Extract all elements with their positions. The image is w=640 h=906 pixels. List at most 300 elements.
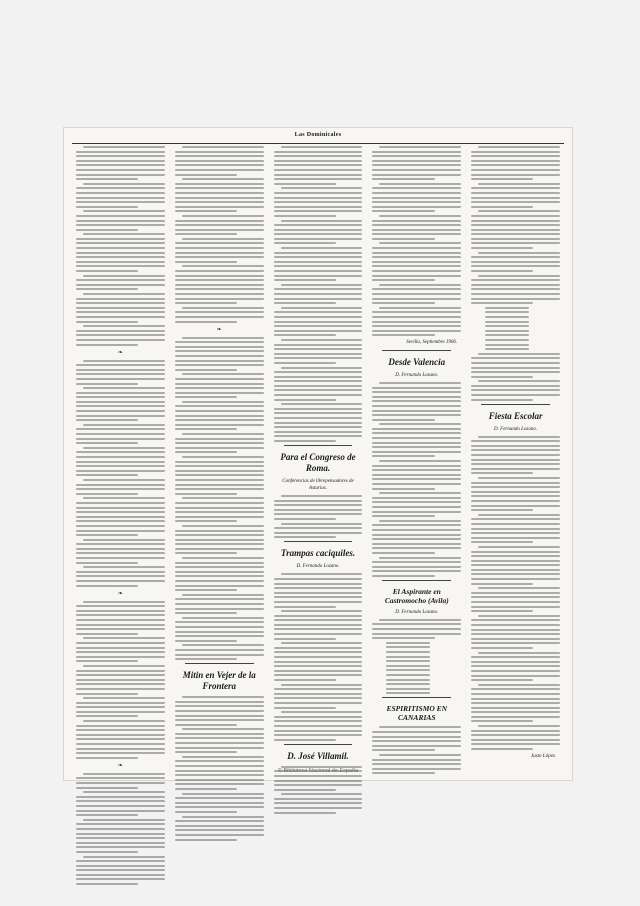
text-line [372,534,461,536]
text-line [281,284,363,286]
divider [185,663,254,664]
text-line [274,697,363,699]
text-line [471,206,533,208]
text-line [76,842,165,844]
text-line [76,410,165,412]
text-line [471,716,560,718]
text-line [175,779,264,781]
text-line [175,507,264,509]
text-line [471,229,560,231]
text-paragraph [274,284,363,304]
text-line [175,654,264,656]
text-line [471,440,560,442]
text-paragraph [471,684,560,723]
text-line [471,670,560,672]
text-line [471,220,560,222]
text-line [175,383,264,385]
text-line [471,169,560,171]
text-line [175,548,264,550]
article-heading: Trampas caciquiles. [280,548,356,559]
text-paragraph [76,293,165,323]
text-paragraph [372,215,461,240]
text-line [274,716,363,718]
text-line [372,288,461,290]
text-line [372,178,434,180]
text-line [175,834,264,836]
text-paragraph [175,456,264,495]
text-line [274,527,363,529]
text-line [274,784,363,786]
article-subheading: D. Fernando Lozano. [395,372,439,378]
text-line [175,585,264,587]
text-paragraph [76,479,165,495]
text-line [471,711,560,713]
text-line [471,675,560,677]
text-line [76,470,165,472]
text-line [182,238,264,240]
text-line [274,606,336,608]
text-line [478,210,560,212]
text-line [76,302,165,304]
text-line [372,561,461,563]
text-line [471,357,560,359]
text-line [386,683,430,685]
text-line [76,865,165,867]
text-line [274,293,363,295]
text-line [274,422,363,424]
text-line [76,633,138,635]
text-paragraph [76,360,165,385]
text-line [76,860,165,862]
text-line [471,367,560,369]
text-line [175,566,264,568]
text-line [274,789,336,791]
text-line [281,573,363,575]
text-line [76,334,165,336]
text-line [471,187,560,189]
text-line [76,242,165,244]
text-line [175,247,264,249]
column-4 [372,146,461,758]
text-line [274,242,336,244]
text-line [274,302,336,304]
text-line [372,302,434,304]
text-line [76,805,165,807]
text-line [76,525,165,527]
text-line [471,160,560,162]
text-line [76,557,165,559]
text-line [274,265,363,267]
text-line [281,793,363,795]
text-line [175,160,264,162]
text-line [372,396,461,398]
text-line [372,169,461,171]
text-line [372,275,461,277]
text-paragraph [76,497,165,536]
text-line [182,265,264,267]
text-paragraph [372,492,461,517]
text-line [175,511,264,513]
text-line [281,367,363,369]
text-line [485,307,529,309]
text-paragraph [175,728,264,753]
text-paragraph [76,387,165,421]
text-paragraph [471,725,560,750]
article-subheading: Conferencias de librepensadores de Asturias. [282,479,354,491]
text-line [478,183,560,185]
text-line [76,674,165,676]
text-line [281,403,363,405]
text-line [471,693,560,695]
text-line [76,456,165,458]
text-line [76,777,165,779]
text-line [471,288,560,290]
text-paragraph [372,307,461,337]
text-line [274,408,363,410]
text-paragraph [372,284,461,304]
text-paragraph [175,401,264,431]
text-line [76,660,138,662]
text-line [76,562,138,564]
text-line [471,482,560,484]
text-paragraph [175,816,264,841]
text-line [182,401,264,403]
text-line [76,711,165,713]
text-line [372,740,461,742]
text-line [175,742,264,744]
text-line [372,428,461,430]
text-line [175,220,264,222]
text-line [175,493,237,495]
text-line [471,454,560,456]
text-paragraph [175,433,264,453]
text-line [372,437,461,439]
text-line [471,537,560,539]
text-line [274,615,363,617]
text-line [471,385,560,387]
text-line [372,501,461,503]
text-line [471,238,560,240]
text-line [372,298,461,300]
text-line [76,702,165,704]
text-line [274,665,363,667]
text-line [485,321,529,323]
text-paragraph [76,275,165,291]
text-line [281,339,363,341]
text-line [175,479,264,481]
text-line [175,705,264,707]
text-line [471,371,560,373]
text-line [76,516,165,518]
text-line [76,405,165,407]
text-line [175,539,264,541]
text-line [471,569,560,571]
text-paragraph [76,447,165,477]
text-line [379,183,461,185]
text-line [372,575,434,577]
text-line [471,201,560,203]
text-line [76,265,165,267]
text-line [372,405,461,407]
text-line [386,692,430,694]
text-line [372,478,461,480]
text-line [471,233,560,235]
text-line [471,192,560,194]
text-line [372,325,461,327]
text-line [379,215,461,217]
text-line [274,587,363,589]
text-line [76,585,138,587]
text-line [76,339,165,341]
text-line [372,570,461,572]
text-line [76,261,165,263]
text-line [379,520,461,522]
text-line [76,787,138,789]
text-paragraph [372,146,461,180]
text-line [76,683,165,685]
text-line [274,688,363,690]
text-line [471,270,533,272]
text-paragraph [175,265,264,304]
text-line [175,183,264,185]
text-line [175,820,264,822]
text-line [76,520,165,522]
text-line [386,665,430,667]
text-line [175,252,264,254]
text-paragraph [372,520,461,554]
text-paragraph [76,233,165,272]
text-line [379,307,461,309]
text-line [379,382,461,384]
text-paragraph [471,615,560,649]
text-line [386,646,430,648]
text-line [76,206,138,208]
text-line [274,647,363,649]
text-paragraph [274,247,363,281]
text-line [175,774,264,776]
text-paragraph [471,546,560,585]
text-line [175,658,237,660]
text-line [471,362,560,364]
text-line [175,164,264,166]
text-line [471,702,560,704]
text-line [274,270,363,272]
text-paragraph [76,325,165,345]
text-line [182,617,264,619]
text-line [175,612,237,614]
text-line [471,734,560,736]
text-paragraph [274,403,363,442]
text-line [175,765,264,767]
text-line [76,800,165,802]
text-line [274,334,336,336]
text-line [471,472,533,474]
text-line [76,734,165,736]
text-line [76,679,165,681]
text-line [83,447,165,449]
text-line [274,440,336,442]
text-line [372,410,461,412]
text-line [471,491,560,493]
text-line [175,396,237,398]
masthead-rule [72,143,564,144]
text-line [372,210,434,212]
text-line [386,688,430,690]
text-line [281,642,363,644]
text-line [83,233,165,235]
text-line [175,520,237,522]
text-line [274,399,336,401]
text-paragraph [274,610,363,640]
text-line [76,833,165,835]
text-line [175,270,264,272]
text-line [274,178,363,180]
text-line [485,334,529,336]
text-line [274,155,363,157]
text-line [175,788,237,790]
text-line [76,187,165,189]
text-line [175,562,264,564]
text-paragraph [175,337,264,371]
text-line [386,642,430,644]
text-line [175,829,264,831]
text-line [372,637,434,639]
text-line [372,321,461,323]
text-line [274,674,363,676]
text-line [274,229,363,231]
text-line [471,560,560,562]
text-line [274,330,363,332]
text-line [175,210,237,212]
text-line [83,387,165,389]
text-line [372,229,461,231]
text-line [379,557,461,559]
text-line [76,321,138,323]
text-line [372,316,461,318]
text-line [274,210,363,212]
text-line [175,284,264,286]
text-line [372,247,461,249]
text-line [372,387,461,389]
text-line [372,261,461,263]
text-paragraph [274,307,363,337]
text-line [175,275,264,277]
text-line [182,433,264,435]
text-paragraph [175,557,264,591]
text-line [175,474,264,476]
text-line [175,341,264,343]
text-paragraph [372,382,461,421]
text-line [76,415,165,417]
text-line [182,644,264,646]
text-line [478,146,560,148]
text-line [175,747,264,749]
text-line [478,546,560,548]
article-heading: Fiesta Escolar [488,410,543,421]
text-line [175,392,264,394]
text-line [274,344,363,346]
text-line [386,656,430,658]
text-line [76,215,165,217]
text-line [83,497,165,499]
text-line [175,571,264,573]
text-line [478,436,560,438]
text-line [471,523,560,525]
text-paragraph [76,720,165,759]
text-line [182,307,264,309]
text-line [471,445,560,447]
text-line [83,275,165,277]
text-line [76,624,165,626]
text-line [76,229,138,231]
text-line [471,394,560,396]
text-line [471,661,560,663]
text-line [76,433,165,435]
text-line [372,633,461,635]
text-line [175,530,264,532]
text-line [76,238,165,240]
text-line [175,465,264,467]
text-paragraph [274,339,363,364]
text-paragraph [76,539,165,564]
text-line [274,725,363,727]
text-line [83,566,165,568]
text-line [83,360,165,362]
text-line [471,698,560,700]
text-line [175,293,264,295]
text-line [281,307,363,309]
text-line [76,378,165,380]
text-paragraph [175,617,264,642]
text-paragraph [175,307,264,323]
text-line [471,606,560,608]
text-line [76,396,165,398]
text-line [76,220,165,222]
text-line [76,869,165,871]
text-line [175,410,264,412]
text-line [76,298,165,300]
text-line [175,552,237,554]
text-line [175,316,264,318]
text-line [76,647,165,649]
text-paragraph [274,711,363,741]
text-line [76,488,165,490]
text-line [175,229,264,231]
text-line [274,807,363,809]
text-line [175,608,264,610]
text-paragraph [471,210,560,249]
text-paragraph [372,242,461,281]
text-line [471,302,533,304]
text-line [274,798,363,800]
text-line [485,344,529,346]
article-heading: Desde Valencia [388,356,446,367]
article-heading: Para el Congreso de Roma. [280,452,356,473]
text-line [175,802,264,804]
text-line [485,330,529,332]
text-line [175,719,264,721]
text-paragraph [372,642,461,695]
text-line [274,739,336,741]
text-line [175,589,237,591]
text-line [372,474,461,476]
text-line [76,823,165,825]
text-line [478,652,560,654]
text-line [175,442,264,444]
text-line [175,580,264,582]
text-line [471,468,560,470]
text-paragraph [274,220,363,245]
